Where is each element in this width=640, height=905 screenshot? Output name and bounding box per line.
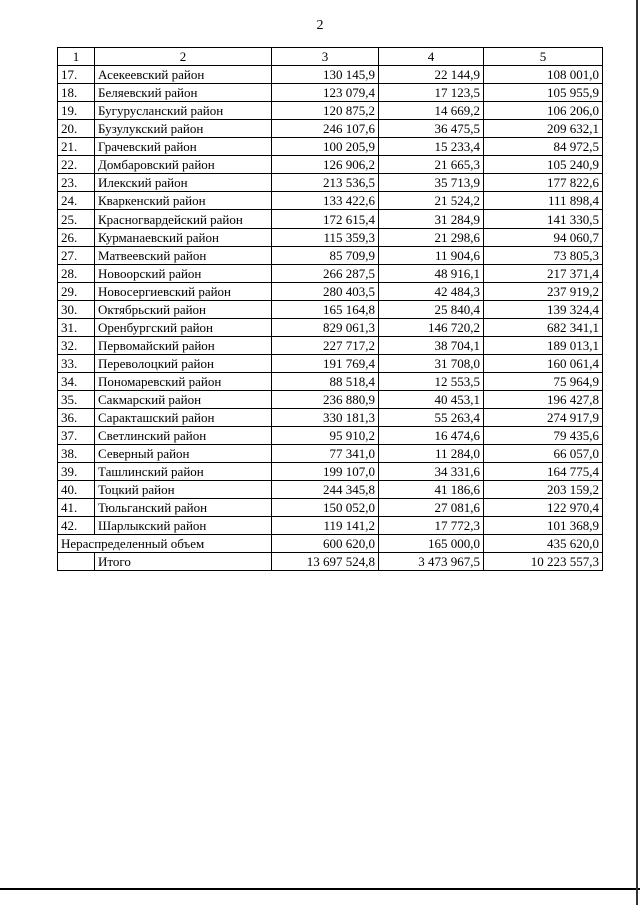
district-name: Северный район <box>95 445 272 463</box>
column-header-1: 1 <box>58 48 95 66</box>
value-col-4: 165 000,0 <box>379 535 484 553</box>
value-col-4: 11 284,0 <box>379 445 484 463</box>
value-col-5: 203 159,2 <box>484 481 603 499</box>
district-name: Сакмарский район <box>95 391 272 409</box>
value-col-4: 34 331,6 <box>379 463 484 481</box>
value-col-5: 111 898,4 <box>484 192 603 210</box>
district-name: Пономаревский район <box>95 373 272 391</box>
allocation-table <box>57 47 603 571</box>
row-number: 29. <box>58 283 95 301</box>
unallocated-row <box>58 535 603 553</box>
row-number: 37. <box>58 427 95 445</box>
district-name: Бузулукский район <box>95 120 272 138</box>
value-col-3: 266 287,5 <box>272 265 379 283</box>
unallocated-label: Нераспределенный объем <box>58 535 272 553</box>
district-name: Шарлыкский район <box>95 517 272 535</box>
table-row <box>58 409 603 427</box>
district-name: Бугурусланский район <box>95 102 272 120</box>
table-row <box>58 463 603 481</box>
value-col-4: 40 453,1 <box>379 391 484 409</box>
value-col-3: 130 145,9 <box>272 66 379 84</box>
value-col-5: 141 330,5 <box>484 210 603 229</box>
row-number: 33. <box>58 355 95 373</box>
value-col-3: 829 061,3 <box>272 319 379 337</box>
table-header-row <box>58 48 603 66</box>
value-col-4: 3 473 967,5 <box>379 553 484 571</box>
value-col-5: 101 368,9 <box>484 517 603 535</box>
table-row <box>58 247 603 265</box>
total-row <box>58 553 603 571</box>
value-col-5: 274 917,9 <box>484 409 603 427</box>
value-col-3: 246 107,6 <box>272 120 379 138</box>
row-number: 30. <box>58 301 95 319</box>
value-col-5: 105 955,9 <box>484 84 603 102</box>
value-col-4: 21 665,3 <box>379 156 484 174</box>
table-row <box>58 445 603 463</box>
row-number: 24. <box>58 192 95 210</box>
district-name: Красногвардейский район <box>95 210 272 229</box>
district-name: Грачевский район <box>95 138 272 156</box>
district-name: Светлинский район <box>95 427 272 445</box>
column-header-4: 4 <box>379 48 484 66</box>
value-col-5: 177 822,6 <box>484 174 603 192</box>
value-col-4: 17 772,3 <box>379 517 484 535</box>
value-col-5: 75 964,9 <box>484 373 603 391</box>
row-number: 35. <box>58 391 95 409</box>
row-number: 32. <box>58 337 95 355</box>
value-col-4: 55 263,4 <box>379 409 484 427</box>
scan-bottom-edge <box>0 888 640 890</box>
district-name: Первомайский район <box>95 337 272 355</box>
value-col-3: 120 875,2 <box>272 102 379 120</box>
value-col-5: 73 805,3 <box>484 247 603 265</box>
table-row <box>58 373 603 391</box>
row-number: 36. <box>58 409 95 427</box>
district-name: Ташлинский район <box>95 463 272 481</box>
row-number: 26. <box>58 229 95 247</box>
value-col-3: 199 107,0 <box>272 463 379 481</box>
row-number: 31. <box>58 319 95 337</box>
value-col-3: 280 403,5 <box>272 283 379 301</box>
value-col-4: 15 233,4 <box>379 138 484 156</box>
table-row <box>58 138 603 156</box>
value-col-4: 48 916,1 <box>379 265 484 283</box>
row-number: 18. <box>58 84 95 102</box>
table-row <box>58 120 603 138</box>
value-col-3: 100 205,9 <box>272 138 379 156</box>
value-col-4: 21 298,6 <box>379 229 484 247</box>
table-row <box>58 66 603 84</box>
total-label: Итого <box>95 553 272 571</box>
row-number: 40. <box>58 481 95 499</box>
value-col-5: 435 620,0 <box>484 535 603 553</box>
total-number <box>58 553 95 571</box>
table-row <box>58 391 603 409</box>
row-number: 41. <box>58 499 95 517</box>
scan-right-edge <box>636 0 638 905</box>
value-col-5: 108 001,0 <box>484 66 603 84</box>
value-col-4: 41 186,6 <box>379 481 484 499</box>
table-row <box>58 481 603 499</box>
district-name: Переволоцкий район <box>95 355 272 373</box>
value-col-3: 123 079,4 <box>272 84 379 102</box>
value-col-5: 237 919,2 <box>484 283 603 301</box>
value-col-3: 115 359,3 <box>272 229 379 247</box>
table-row <box>58 337 603 355</box>
column-header-5: 5 <box>484 48 603 66</box>
value-col-4: 12 553,5 <box>379 373 484 391</box>
value-col-3: 77 341,0 <box>272 445 379 463</box>
value-col-5: 79 435,6 <box>484 427 603 445</box>
value-col-4: 14 669,2 <box>379 102 484 120</box>
value-col-4: 31 284,9 <box>379 210 484 229</box>
row-number: 19. <box>58 102 95 120</box>
value-col-5: 160 061,4 <box>484 355 603 373</box>
value-col-4: 146 720,2 <box>379 319 484 337</box>
value-col-4: 22 144,9 <box>379 66 484 84</box>
table-row <box>58 229 603 247</box>
value-col-3: 600 620,0 <box>272 535 379 553</box>
row-number: 27. <box>58 247 95 265</box>
table-row <box>58 174 603 192</box>
value-col-4: 16 474,6 <box>379 427 484 445</box>
value-col-3: 236 880,9 <box>272 391 379 409</box>
row-number: 38. <box>58 445 95 463</box>
district-name: Илекский район <box>95 174 272 192</box>
table-row <box>58 427 603 445</box>
value-col-3: 133 422,6 <box>272 192 379 210</box>
district-name: Оренбургский район <box>95 319 272 337</box>
page-number: 2 <box>316 18 324 33</box>
value-col-5: 189 013,1 <box>484 337 603 355</box>
value-col-3: 330 181,3 <box>272 409 379 427</box>
row-number: 28. <box>58 265 95 283</box>
value-col-3: 88 518,4 <box>272 373 379 391</box>
row-number: 23. <box>58 174 95 192</box>
row-number: 39. <box>58 463 95 481</box>
value-col-5: 106 206,0 <box>484 102 603 120</box>
district-name: Тюльганский район <box>95 499 272 517</box>
value-col-3: 150 052,0 <box>272 499 379 517</box>
value-col-3: 165 164,8 <box>272 301 379 319</box>
value-col-5: 164 775,4 <box>484 463 603 481</box>
value-col-3: 213 536,5 <box>272 174 379 192</box>
district-name: Домбаровский район <box>95 156 272 174</box>
value-col-4: 42 484,3 <box>379 283 484 301</box>
value-col-3: 244 345,8 <box>272 481 379 499</box>
value-col-3: 85 709,9 <box>272 247 379 265</box>
value-col-4: 21 524,2 <box>379 192 484 210</box>
value-col-4: 27 081,6 <box>379 499 484 517</box>
district-name: Кваркенский район <box>95 192 272 210</box>
table-row <box>58 84 603 102</box>
value-col-5: 66 057,0 <box>484 445 603 463</box>
column-header-2: 2 <box>95 48 272 66</box>
table-row <box>58 192 603 210</box>
value-col-5: 682 341,1 <box>484 319 603 337</box>
value-col-3: 227 717,2 <box>272 337 379 355</box>
row-number: 20. <box>58 120 95 138</box>
value-col-3: 95 910,2 <box>272 427 379 445</box>
district-name: Новоорский район <box>95 265 272 283</box>
district-name: Новосергиевский район <box>95 283 272 301</box>
value-col-5: 94 060,7 <box>484 229 603 247</box>
table-row <box>58 301 603 319</box>
value-col-5: 105 240,9 <box>484 156 603 174</box>
row-number: 21. <box>58 138 95 156</box>
table-row <box>58 499 603 517</box>
row-number: 25. <box>58 210 95 229</box>
row-number: 42. <box>58 517 95 535</box>
value-col-3: 13 697 524,8 <box>272 553 379 571</box>
value-col-4: 25 840,4 <box>379 301 484 319</box>
value-col-5: 217 371,4 <box>484 265 603 283</box>
table-row <box>58 102 603 120</box>
value-col-5: 196 427,8 <box>484 391 603 409</box>
district-name: Беляевский район <box>95 84 272 102</box>
value-col-5: 122 970,4 <box>484 499 603 517</box>
value-col-4: 38 704,1 <box>379 337 484 355</box>
value-col-3: 172 615,4 <box>272 210 379 229</box>
value-col-5: 139 324,4 <box>484 301 603 319</box>
table-row <box>58 210 603 229</box>
table-row <box>58 283 603 301</box>
value-col-5: 10 223 557,3 <box>484 553 603 571</box>
row-number: 17. <box>58 66 95 84</box>
value-col-5: 209 632,1 <box>484 120 603 138</box>
district-name: Тоцкий район <box>95 481 272 499</box>
district-name: Октябрьский район <box>95 301 272 319</box>
table-row <box>58 355 603 373</box>
value-col-4: 36 475,5 <box>379 120 484 138</box>
district-name: Саракташский район <box>95 409 272 427</box>
value-col-3: 126 906,2 <box>272 156 379 174</box>
value-col-3: 119 141,2 <box>272 517 379 535</box>
district-name: Курманаевский район <box>95 229 272 247</box>
value-col-4: 17 123,5 <box>379 84 484 102</box>
table-row <box>58 319 603 337</box>
value-col-3: 191 769,4 <box>272 355 379 373</box>
table-row <box>58 265 603 283</box>
column-header-3: 3 <box>272 48 379 66</box>
district-name: Матвеевский район <box>95 247 272 265</box>
value-col-4: 11 904,6 <box>379 247 484 265</box>
value-col-5: 84 972,5 <box>484 138 603 156</box>
table-row <box>58 517 603 535</box>
district-name: Асекеевский район <box>95 66 272 84</box>
value-col-4: 31 708,0 <box>379 355 484 373</box>
row-number: 34. <box>58 373 95 391</box>
value-col-4: 35 713,9 <box>379 174 484 192</box>
table-row <box>58 156 603 174</box>
row-number: 22. <box>58 156 95 174</box>
